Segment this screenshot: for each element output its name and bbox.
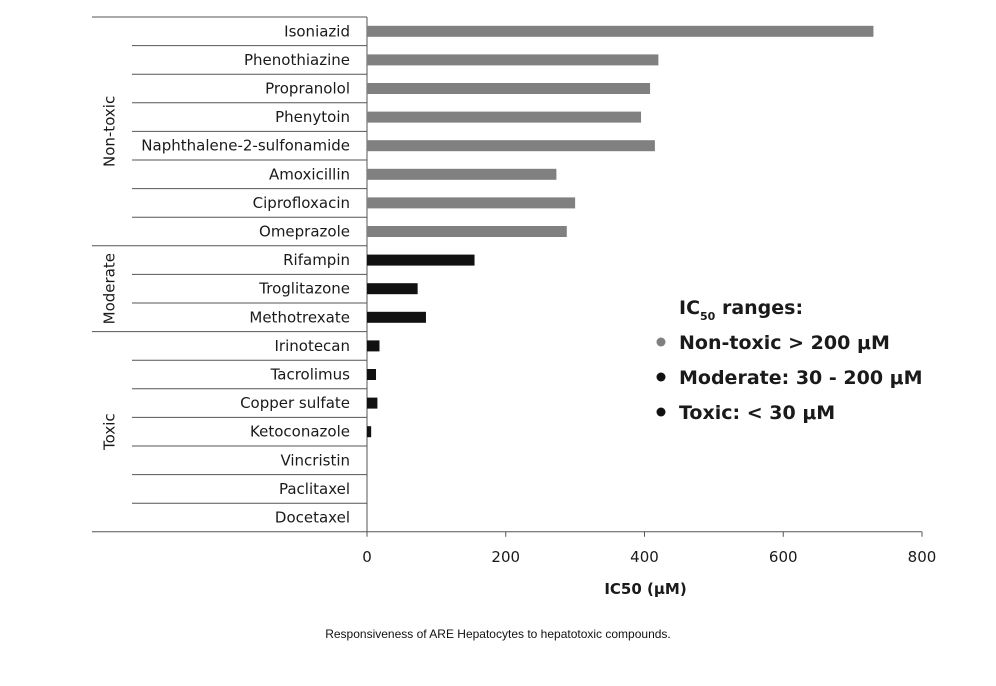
legend-item-label: Moderate: 30 - 200 μM bbox=[679, 367, 923, 389]
legend-title-suffix: ranges: bbox=[715, 297, 804, 319]
bar bbox=[367, 26, 873, 37]
category-label: Tacrolimus bbox=[270, 365, 350, 384]
x-tick-label: 600 bbox=[768, 547, 798, 566]
category-label: Paclitaxel bbox=[278, 479, 350, 498]
x-tick-label: 800 bbox=[907, 547, 937, 566]
category-label: Omeprazole bbox=[259, 222, 350, 241]
category-label: Copper sulfate bbox=[240, 394, 350, 413]
legend-item-label: Toxic: < 30 μM bbox=[679, 402, 836, 424]
category-label: Troglitazone bbox=[259, 279, 350, 298]
x-axis bbox=[362, 532, 936, 566]
x-tick-label: 200 bbox=[491, 547, 521, 566]
group-label: Moderate bbox=[100, 253, 119, 325]
category-label: Rifampin bbox=[283, 251, 350, 270]
legend bbox=[657, 297, 923, 424]
category-label: Irinotecan bbox=[274, 336, 350, 355]
bar bbox=[367, 369, 376, 380]
category-label: Phenothiazine bbox=[244, 50, 350, 69]
bar bbox=[367, 226, 567, 237]
bar bbox=[367, 197, 575, 208]
category-label: Amoxicillin bbox=[268, 165, 350, 184]
bar bbox=[367, 340, 379, 351]
category-label: Isoniazid bbox=[284, 22, 350, 41]
x-axis-label: IC50 (μM) bbox=[604, 579, 687, 598]
category-label: Ciprofloxacin bbox=[252, 193, 350, 212]
legend-marker bbox=[657, 373, 666, 382]
group-labels bbox=[101, 96, 119, 451]
legend-marker bbox=[657, 338, 666, 347]
legend-item-label: Non-toxic > 200 μM bbox=[679, 332, 890, 354]
bar bbox=[367, 283, 418, 294]
x-tick-label: 400 bbox=[630, 547, 659, 566]
bar bbox=[367, 54, 658, 65]
bar bbox=[367, 83, 650, 94]
bar bbox=[367, 312, 426, 323]
group-label: Toxic bbox=[100, 413, 119, 451]
category-label: Naphthalene-2-sulfonamide bbox=[141, 136, 350, 155]
category-label: Propranolol bbox=[265, 79, 350, 98]
x-tick-label: 0 bbox=[362, 547, 372, 566]
category-label: Vincristin bbox=[280, 451, 350, 470]
bar bbox=[367, 398, 377, 409]
legend-title-prefix: IC bbox=[679, 297, 701, 319]
category-label: Methotrexate bbox=[249, 308, 350, 327]
category-label: Phenytoin bbox=[275, 108, 350, 127]
bar bbox=[367, 140, 655, 151]
chart-frame bbox=[92, 17, 922, 532]
legend-title-subscript: 50 bbox=[700, 310, 716, 323]
legend-title bbox=[679, 297, 803, 323]
figure-caption: Responsiveness of ARE Hepatocytes to hepatotoxic compounds. bbox=[325, 627, 671, 641]
category-label: Docetaxel bbox=[274, 508, 350, 527]
bar bbox=[367, 112, 641, 123]
legend-marker bbox=[657, 408, 666, 417]
group-label: Non-toxic bbox=[100, 95, 119, 168]
category-label: Ketoconazole bbox=[250, 422, 350, 441]
bar bbox=[367, 426, 371, 437]
bar bbox=[367, 169, 556, 180]
bar bbox=[367, 255, 475, 266]
